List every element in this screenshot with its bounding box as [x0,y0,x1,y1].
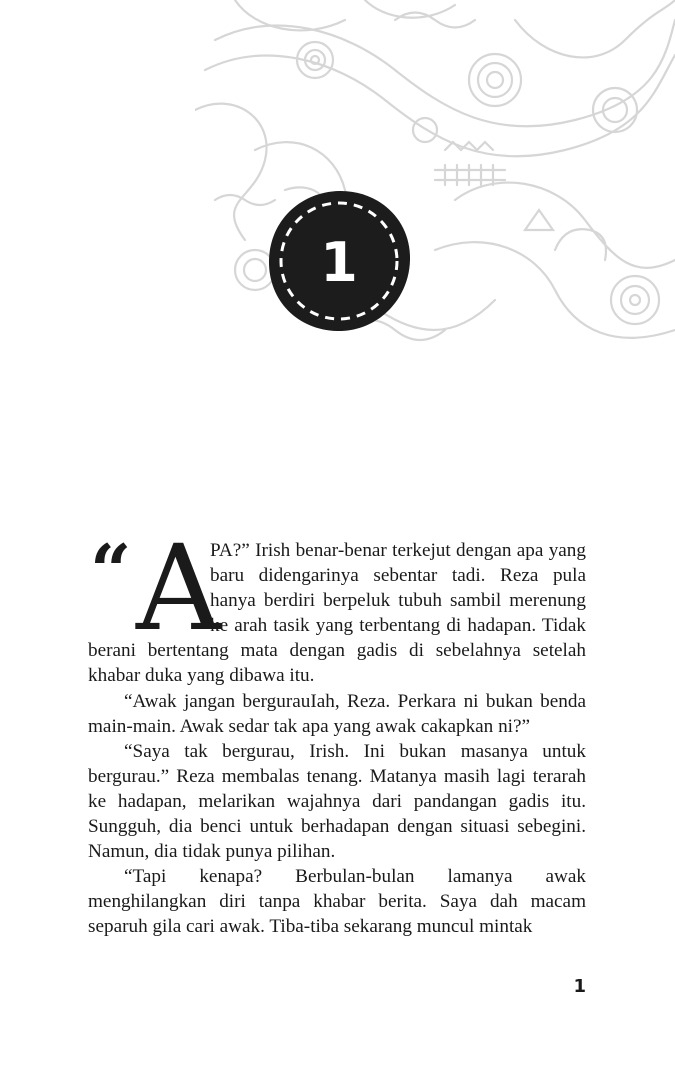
dropcap [88,519,222,657]
paragraph: “Tapi kenapa? Berbulan-bulan lamanya awak menghilangkan diri tanpa khabar berita. Saya dah macam separuh gila cari awak. Tiba-tiba sekarang muncul mintak [88,866,586,938]
paragraph: “Saya tak bergurau, Irish. Ini bukan masanya untuk bergurau.” Reza membalas tenang. Matanya masih lagi terarah ke hadapan, melarikan wajahnya dari pandangan gadis itu. Sungguh, dia benci untuk berhadapan dengan situasi sebegini. Namun, dia tidak punya pilihan. [88,740,586,863]
paragraph: “Awak jangan bergurauIah, Reza. Perkara ni bukan benda main-main. Awak sedar tak apa yang awak cakapkan ni?” [88,690,586,737]
chapter-badge [265,188,413,334]
dropcap-letter: A [136,519,222,657]
page-number: 1 [573,976,586,997]
chapter-number: 1 [320,231,358,294]
paragraph: PA?” Irish benar-benar terkejut dengan apa yang baru didengarinya sebentar tadi. Reza pula hanya berdiri berpeluk tubuh sambil merenung ke arah tasik yang terbentang di hadapan. Tidak berani bertentang mata dengan gadis di sebelahnya setelah khabar duka yang dibawa itu. [88,540,586,687]
chapter-body-text [88,519,586,940]
dropcap-quote: “ [90,528,132,613]
